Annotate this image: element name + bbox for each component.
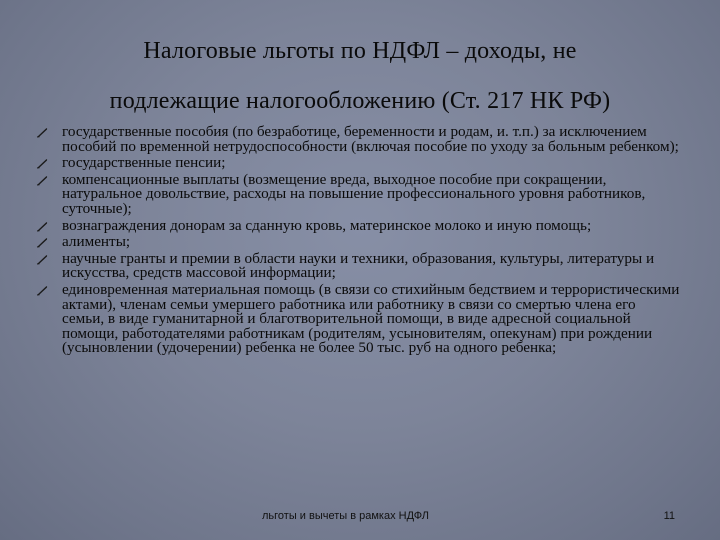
- quill-pen-icon: [36, 158, 48, 169]
- bullet-text: государственные пенсии;: [62, 154, 226, 172]
- bullet-text: научные гранты и премии в области науки и техники, образования, культуры, литературы и искусства, средств массовой информации;: [62, 249, 655, 282]
- bullet-text: единовременная материальная помощь (в связи со стихийным бедствием и террористическими актами), членам семьи умершего работника или работнику в связи со смертью члена его семьи, в виде гуманитарной и благотворительной помощи, в виде адресной социальной помощи, работодателями работникам (родителям, усыновителям, опекунам) при рождении (усыновлении (удочерении) ребенка не более 50 тыс. руб на одного ребенка;: [62, 280, 680, 357]
- bullet-text: алименты;: [62, 233, 131, 251]
- bullet-item: [36, 125, 680, 154]
- slide-title-line-1: Налоговые льготы по НДФЛ – доходы, не: [143, 38, 577, 64]
- quill-pen-icon: [36, 285, 48, 296]
- slide-title: [40, 26, 680, 126]
- bullet-item: [36, 156, 680, 171]
- page-number: 11: [663, 510, 675, 522]
- quill-pen-icon: [36, 175, 48, 186]
- bullet-item: [36, 280, 680, 357]
- footer-text: льготы и вычеты в рамках НДФЛ: [262, 510, 430, 522]
- slide-title-line-2: подлежащие налогообложению (Ст. 217 НК РФ): [109, 88, 611, 114]
- quill-pen-icon: [36, 254, 48, 265]
- bullet-text: государственные пособия (по безработице, беременности и родам, и. т.п.) за исключением пособий по временной нетрудоспособности (включая пособие по уходу за больным ребенком);: [62, 123, 679, 155]
- bullet-item: [36, 170, 680, 217]
- quill-pen-icon: [36, 127, 48, 138]
- bullet-item: [36, 216, 680, 234]
- quill-pen-icon: [36, 237, 48, 248]
- bullet-item: [36, 249, 680, 282]
- bullet-text: вознаграждения донорам за сданную кровь, материнское молоко и иную помощь;: [62, 216, 592, 234]
- bullet-text: компенсационные выплаты (возмещение вреда, выходное пособие при сокращении, натуральное довольствие, расходы на повышение профессионального уровня работников, суточные);: [62, 170, 646, 217]
- bullet-list: [36, 125, 680, 358]
- bullet-item: [36, 235, 680, 250]
- quill-pen-icon: [36, 221, 48, 232]
